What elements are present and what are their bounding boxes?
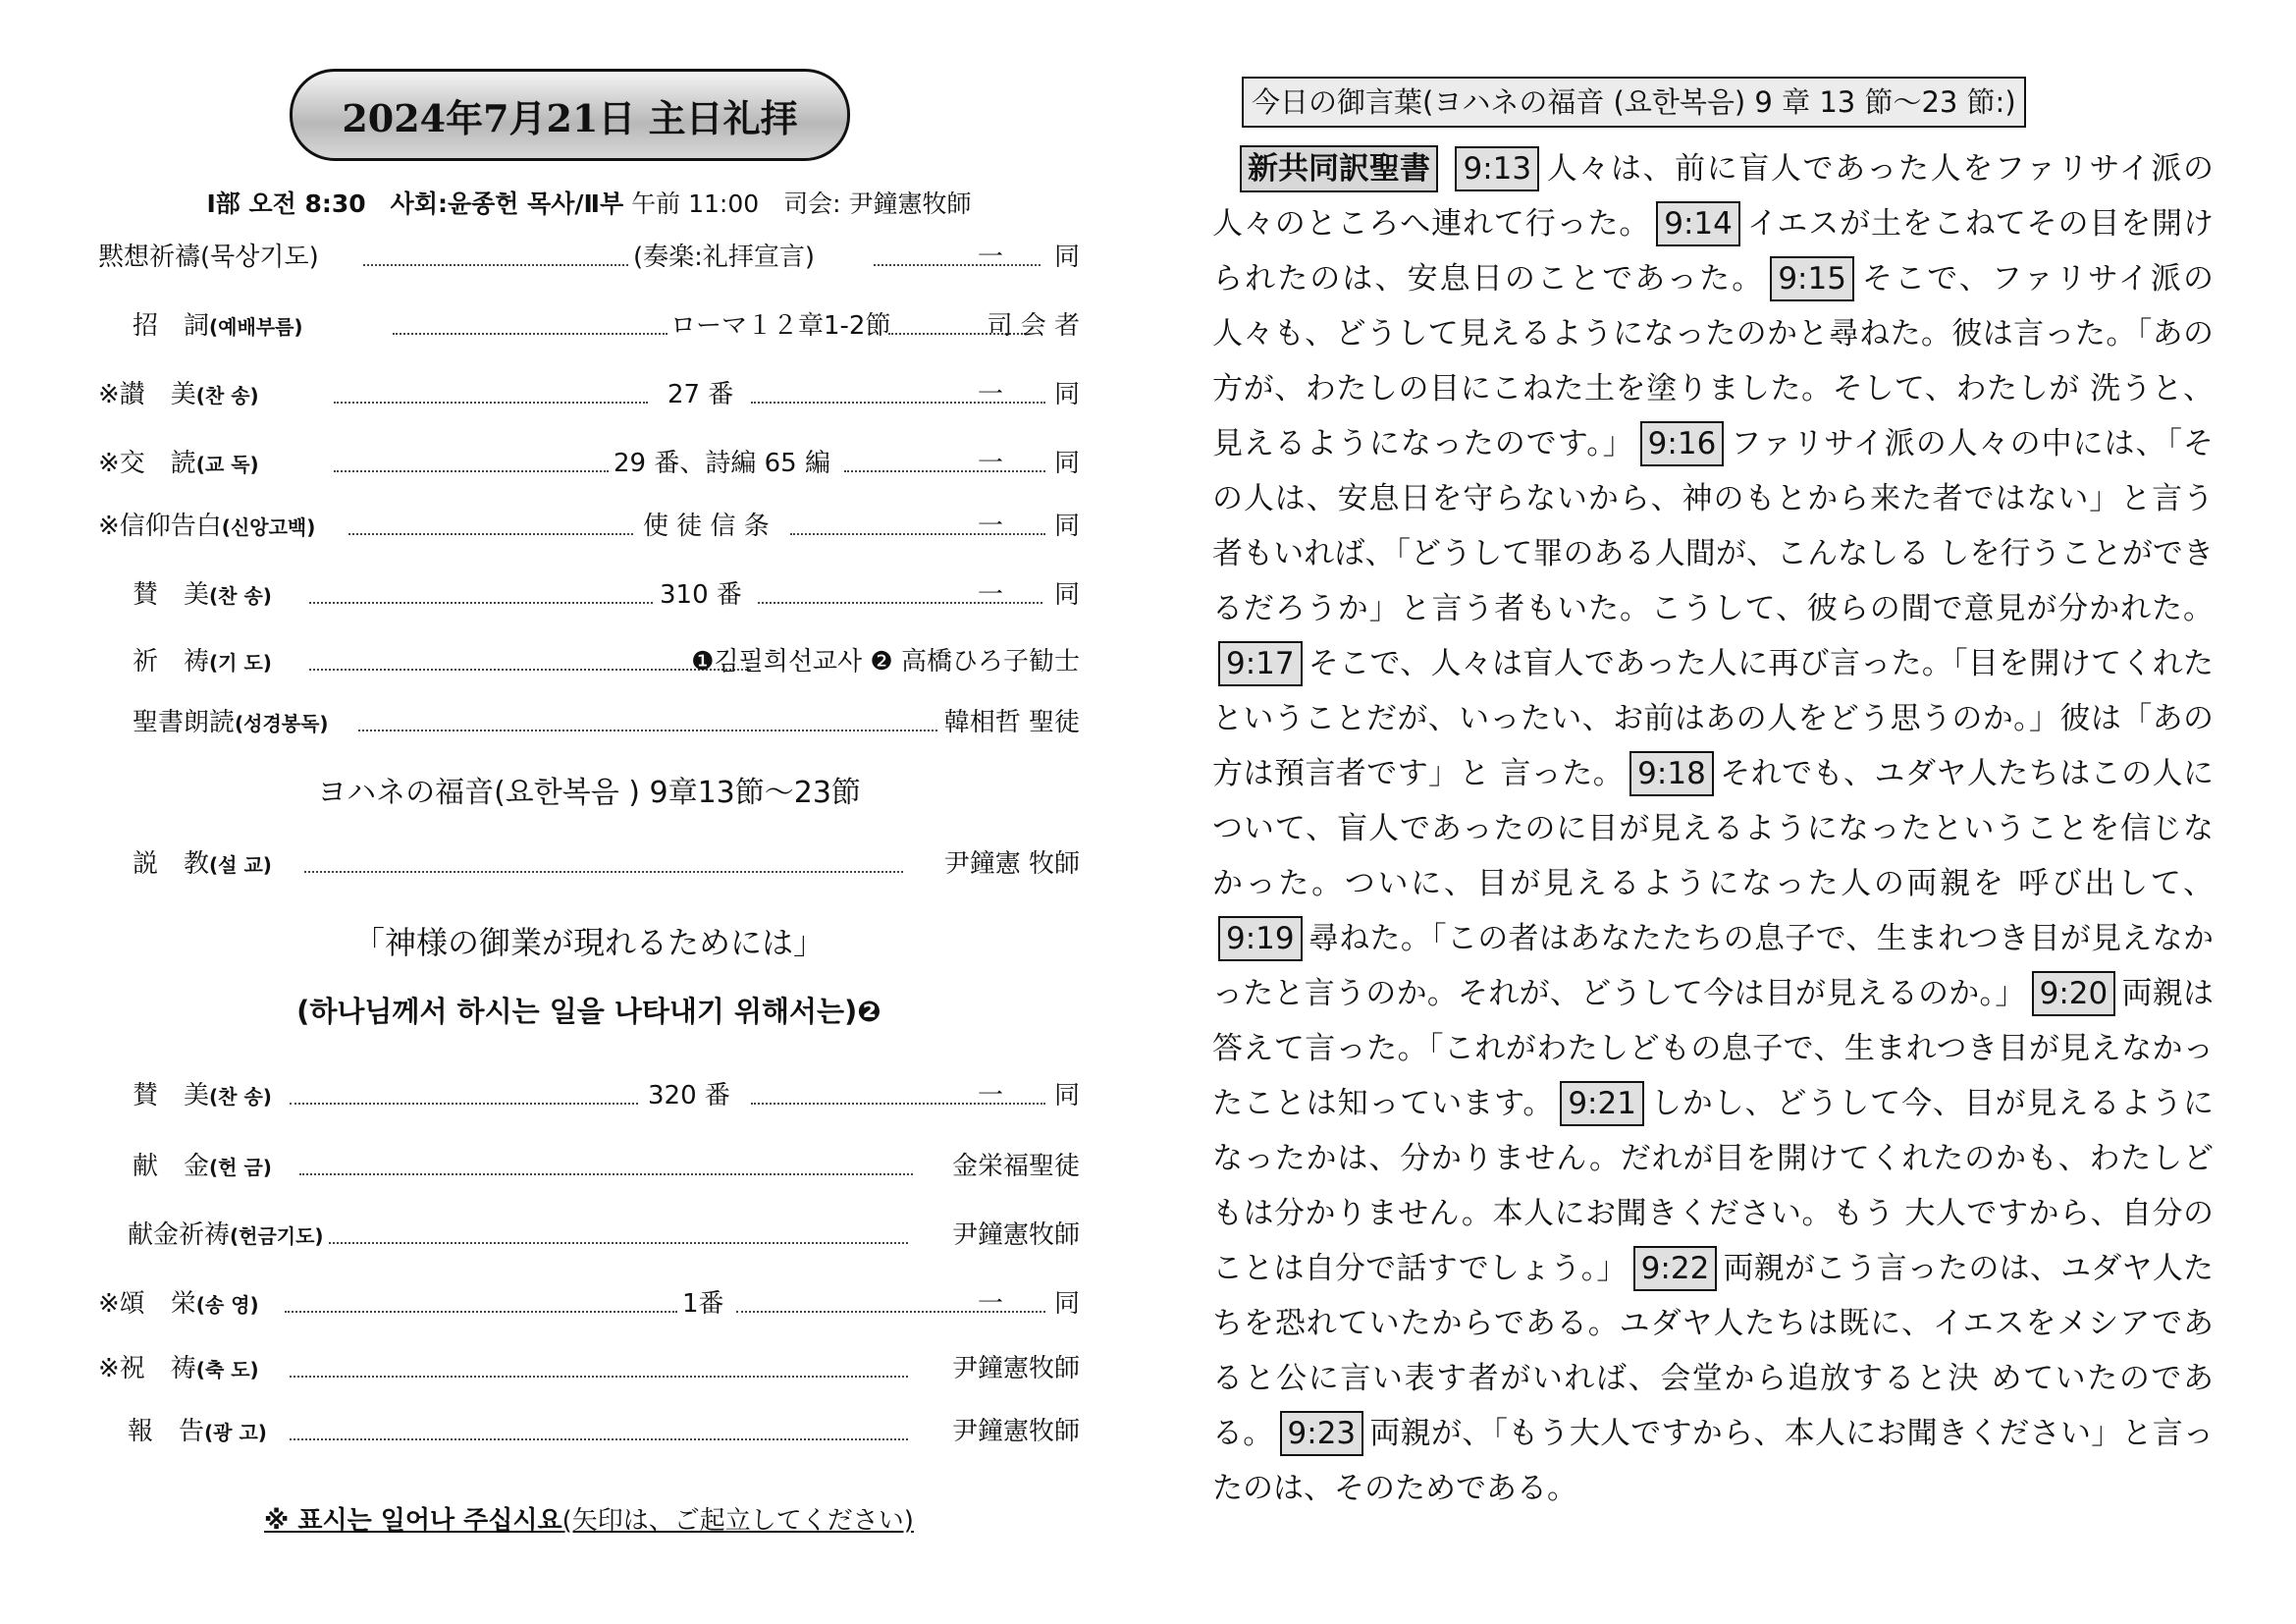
item-right: ❶김필희선교사 ❷ 高橋ひろ子勧士: [691, 647, 1080, 677]
order-item: [98, 1076, 1080, 1115]
order-item: [98, 1349, 1080, 1388]
item-center: ローマ１２章1-2節: [670, 311, 891, 341]
item-label: ※信仰告白(신앙고백): [98, 512, 316, 541]
standing-note-ko: ※ 표시는 일어나 주십시요: [264, 1506, 562, 1536]
item-label: 祈 祷(기 도): [133, 647, 272, 677]
item-right: 一 同: [977, 1289, 1080, 1319]
standing-note-ja: (矢印は、ご起立してください): [561, 1506, 914, 1536]
item-center: 1番: [682, 1289, 724, 1319]
order-item: [98, 375, 1080, 414]
order-item: [98, 444, 1080, 483]
order-item: [98, 642, 1080, 681]
item-center: 320 番: [648, 1081, 730, 1110]
order-item: [98, 238, 1080, 277]
order-item: [98, 1216, 1080, 1255]
order-item: [98, 306, 1080, 346]
verse-text: 両親は答えて言った。「これがわたしどもの息子で、生まれつき目が見えなかったことは知っています。: [1212, 976, 2215, 1121]
order-item: [98, 575, 1080, 615]
order-item: [98, 1284, 1080, 1324]
item-center: 27 番: [667, 380, 734, 409]
item-center: 29 番、詩編 65 編: [614, 449, 830, 478]
item-label: 黙想祈禱(묵상기도): [98, 243, 319, 272]
item-right: 一 同: [977, 512, 1080, 541]
order-item: [98, 703, 1080, 742]
item-right: 尹鐘憲牧師: [951, 1220, 1080, 1250]
item-right: 尹鐘憲牧師: [951, 1354, 1080, 1383]
service-times-second: 午前 11:00 司会: 尹鐘憲牧師: [623, 189, 972, 218]
verse-text: それでも、ユダヤ人たちはこの人について、盲人であったのに目が見えるようになったということを信じなかった。ついに、目が見えるようになった人の両親を 呼び出して、: [1212, 756, 2215, 901]
item-center: (奏楽:礼拝宣言): [633, 243, 816, 272]
verse-number: 9:23: [1280, 1411, 1364, 1456]
verse-text: ファリサイ派の人々の中には、「その人は、安息日を守らないから、神のもとから来た者ではない」と言う者もいれば、「どうして罪のある人間が、こんなしる しを行うことができるだろうか」と言う者もいた。こうして、彼らの間で意見が分かれた。: [1212, 426, 2214, 626]
verse-number: 9:21: [1560, 1081, 1644, 1126]
service-title: 2024年7月21日 主日礼拝: [290, 69, 850, 161]
verse-number: 9:22: [1633, 1246, 1718, 1291]
service-times-first: Ⅰ部 오전 8:30 사회:윤종헌 목사/Ⅱ부: [206, 189, 624, 218]
item-right: 一 同: [977, 1081, 1080, 1110]
item-center: 使 徒 信 条: [643, 512, 770, 541]
item-label: 説 教(설 교): [133, 849, 272, 879]
verse-text: 両親がこう言ったのは、ユダヤ人たちを恐れていたからである。ユダヤ人たちは既に、イエスをメシアであると公に言い表す者がいれば、会堂から追放すると決 めていたのである。: [1212, 1251, 2214, 1451]
verse-text: しかし、どうして今、目が見えるようになったかは、分かりません。だれが目を開けてくれたのかも、わたしどもは分かりません。本人にお聞きください。もう 大人ですから、自分のことは自分で話すでしょう。」: [1212, 1086, 2214, 1286]
item-right: 司 会 者: [987, 311, 1080, 341]
item-label: ※頌 栄(송 영): [98, 1289, 259, 1319]
item-right: 尹鐘憲 牧師: [943, 849, 1080, 879]
verse-text: そこで、ファリサイ派の人々も、どうして見えるようになったのかと尋ねた。彼は言った。「あの方が、わたしの目にこねた土を塗りました。そして、わたしが 洗うと、見えるようになったのです。」: [1212, 261, 2214, 461]
verse-text: 人々は、前に盲人であった人をファリサイ派の人々のところへ連れて行った。: [1212, 151, 2215, 242]
item-right: 一 同: [977, 580, 1080, 610]
item-label: 賛 美(찬 송): [133, 580, 272, 610]
order-item: [98, 1147, 1080, 1186]
item-label: 聖書朗読(성경봉독): [133, 708, 329, 737]
item-label: 献 金(헌 금): [133, 1152, 272, 1181]
scripture-panel: [1212, 77, 2214, 1516]
order-item: [98, 1412, 1080, 1451]
verse-number: 9:16: [1640, 421, 1725, 466]
verse-text: 尋ねた。「この者はあなたたちの息子で、生まれつき目が見えなかったと言うのか。それが、どうして今は目が見えるのか。」: [1212, 921, 2214, 1011]
order-item: [98, 507, 1080, 546]
item-label: ※讃 美(찬 송): [98, 380, 259, 409]
service-times: [98, 185, 1080, 220]
item-label: ※交 読(교 독): [98, 449, 259, 478]
bible-version: 新共同訳聖書: [1240, 145, 1438, 192]
standing-note: [98, 1500, 1080, 1537]
verse-text: そこで、人々は盲人であった人に再び言った。「目を開けてくれたということだが、いったい、お前はあの人をどう思うのか。」彼は「あの方は預言者です」と 言った。: [1212, 646, 2214, 791]
verse-number: 9:17: [1218, 641, 1303, 686]
verse-text: 両親が、「もう大人ですから、本人にお聞きください」と言ったのは、そのためである。: [1212, 1416, 2215, 1506]
item-right: 韓相哲 聖徒: [943, 708, 1080, 737]
item-right: 一 同: [977, 380, 1080, 409]
sermon-subtitle: (하나님께서 하시는 일을 나타내기 위해서는)❷: [296, 995, 881, 1028]
scripture-heading: 今日の御言葉(ヨハネの福音 (요한복음) 9 章 13 節～23 節:): [1242, 77, 2026, 128]
item-right: 金栄福聖徒: [951, 1152, 1080, 1181]
sermon-title: 「神様の御業が現れるためには」: [352, 924, 825, 961]
item-label: 献金祈祷(헌금기도): [128, 1220, 324, 1250]
scripture-text: [1212, 141, 2214, 1516]
verse-text: イエスが土をこねてその目を開けられたのは、安息日のことであった。: [1212, 206, 2215, 297]
verse-number: 9:15: [1770, 256, 1854, 301]
item-label: 招 詞(예배부름): [133, 311, 303, 341]
item-right: 一 同: [977, 449, 1080, 478]
item-label: ※祝 祷(축 도): [98, 1354, 259, 1383]
item-right: 一 同: [977, 243, 1080, 272]
verse-number: 9:14: [1656, 201, 1740, 246]
verse-number: 9:20: [2032, 971, 2116, 1016]
item-label: 賛 美(찬 송): [133, 1081, 272, 1110]
item-label: 報 告(광 고): [128, 1417, 267, 1446]
verse-number: 9:13: [1455, 146, 1539, 191]
order-item: [98, 844, 1080, 884]
verse-number: 9:19: [1218, 916, 1303, 961]
verse-number: 9:18: [1629, 751, 1714, 796]
item-center: 310 番: [660, 580, 742, 610]
item-right: 尹鐘憲牧師: [951, 1417, 1080, 1446]
passage-title: ヨハネの福音(요한복음 ) 9章13節～23節: [317, 776, 861, 810]
